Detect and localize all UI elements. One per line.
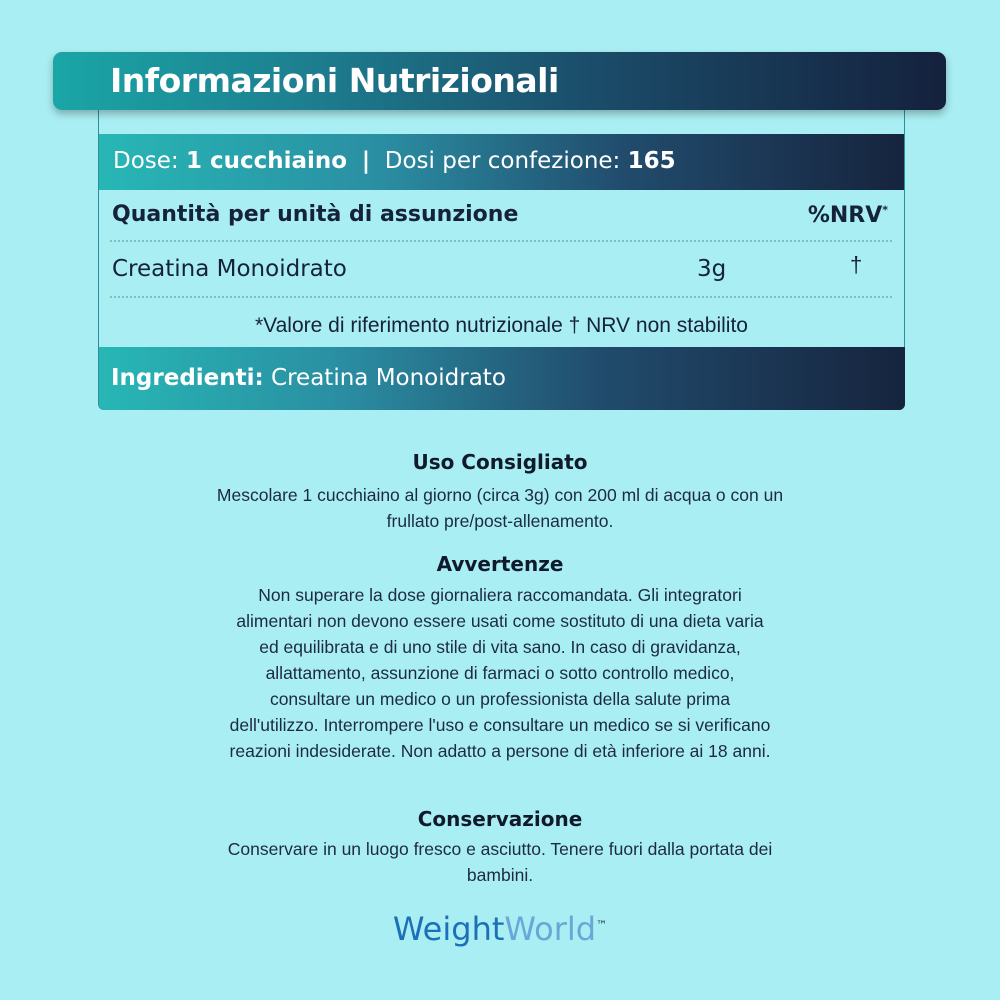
warnings-text: Non superare la dose giornaliera raccomandata. Gli integratori alimentari non devono essere usati come sostituto di una dieta varia ed equilibrata e di uno stile di vita sano. In caso di gravidanza, allattamento, assunzione di farmaci o sotto controllo medico, consultare un medico o un professionista della salute prima dell'utilizzo. Interrompere l'uso e consultare un medico se si verificano reazioni indesiderate. Non adatto a persone di età inferiore ai 18 anni. bbox=[229, 585, 771, 761]
nrv-header-label: %NRV bbox=[807, 203, 883, 228]
usage-text: Mescolare 1 cucchiaino al giorno (circa 3g) con 200 ml di acqua o con un frullato pre/post-allenamento. bbox=[216, 485, 784, 531]
dose-label: Dose: bbox=[113, 148, 179, 174]
dose-bar bbox=[99, 134, 904, 190]
table-row bbox=[110, 244, 892, 298]
ingredients-text bbox=[111, 365, 506, 391]
storage-text: Conservare in un luogo fresco e asciutto. Tenere fuori dalla portata dei bambini. bbox=[227, 839, 773, 885]
table-header-row bbox=[110, 200, 892, 242]
ingredients-label: Ingredienti: bbox=[111, 365, 264, 391]
brand-logo bbox=[0, 910, 1000, 948]
ingredients-value: Creatina Monoidrato bbox=[271, 365, 506, 391]
per-pack-label: Dosi per confezione: bbox=[384, 148, 621, 174]
brand-part1: Weight bbox=[392, 910, 505, 948]
usage-title: Uso Consigliato bbox=[412, 450, 588, 474]
nrv-footnote: *Valore di riferimento nutrizionale † NRV non stabilito bbox=[255, 314, 748, 337]
title-bar bbox=[53, 52, 946, 110]
ingredient-amount: 3g bbox=[697, 256, 727, 282]
nrv-header bbox=[808, 203, 888, 228]
ingredient-nrv: † bbox=[850, 252, 863, 277]
brand-tm: ™ bbox=[596, 918, 608, 932]
per-pack-value: 165 bbox=[627, 148, 676, 174]
ingredient-name: Creatina Monoidrato bbox=[112, 256, 347, 282]
quantity-header: Quantità per unità di assunzione bbox=[112, 202, 519, 227]
ingredients-bar bbox=[99, 347, 905, 410]
brand-part2: World bbox=[504, 910, 597, 948]
storage-title: Conservazione bbox=[417, 807, 583, 831]
dose-text bbox=[113, 148, 676, 174]
dose-value: 1 cucchiaino bbox=[185, 148, 348, 174]
page-title: Informazioni Nutrizionali bbox=[110, 61, 559, 100]
nrv-header-mark: * bbox=[882, 203, 888, 217]
warnings-title: Avvertenze bbox=[436, 552, 564, 576]
dose-separator: | bbox=[361, 148, 371, 174]
